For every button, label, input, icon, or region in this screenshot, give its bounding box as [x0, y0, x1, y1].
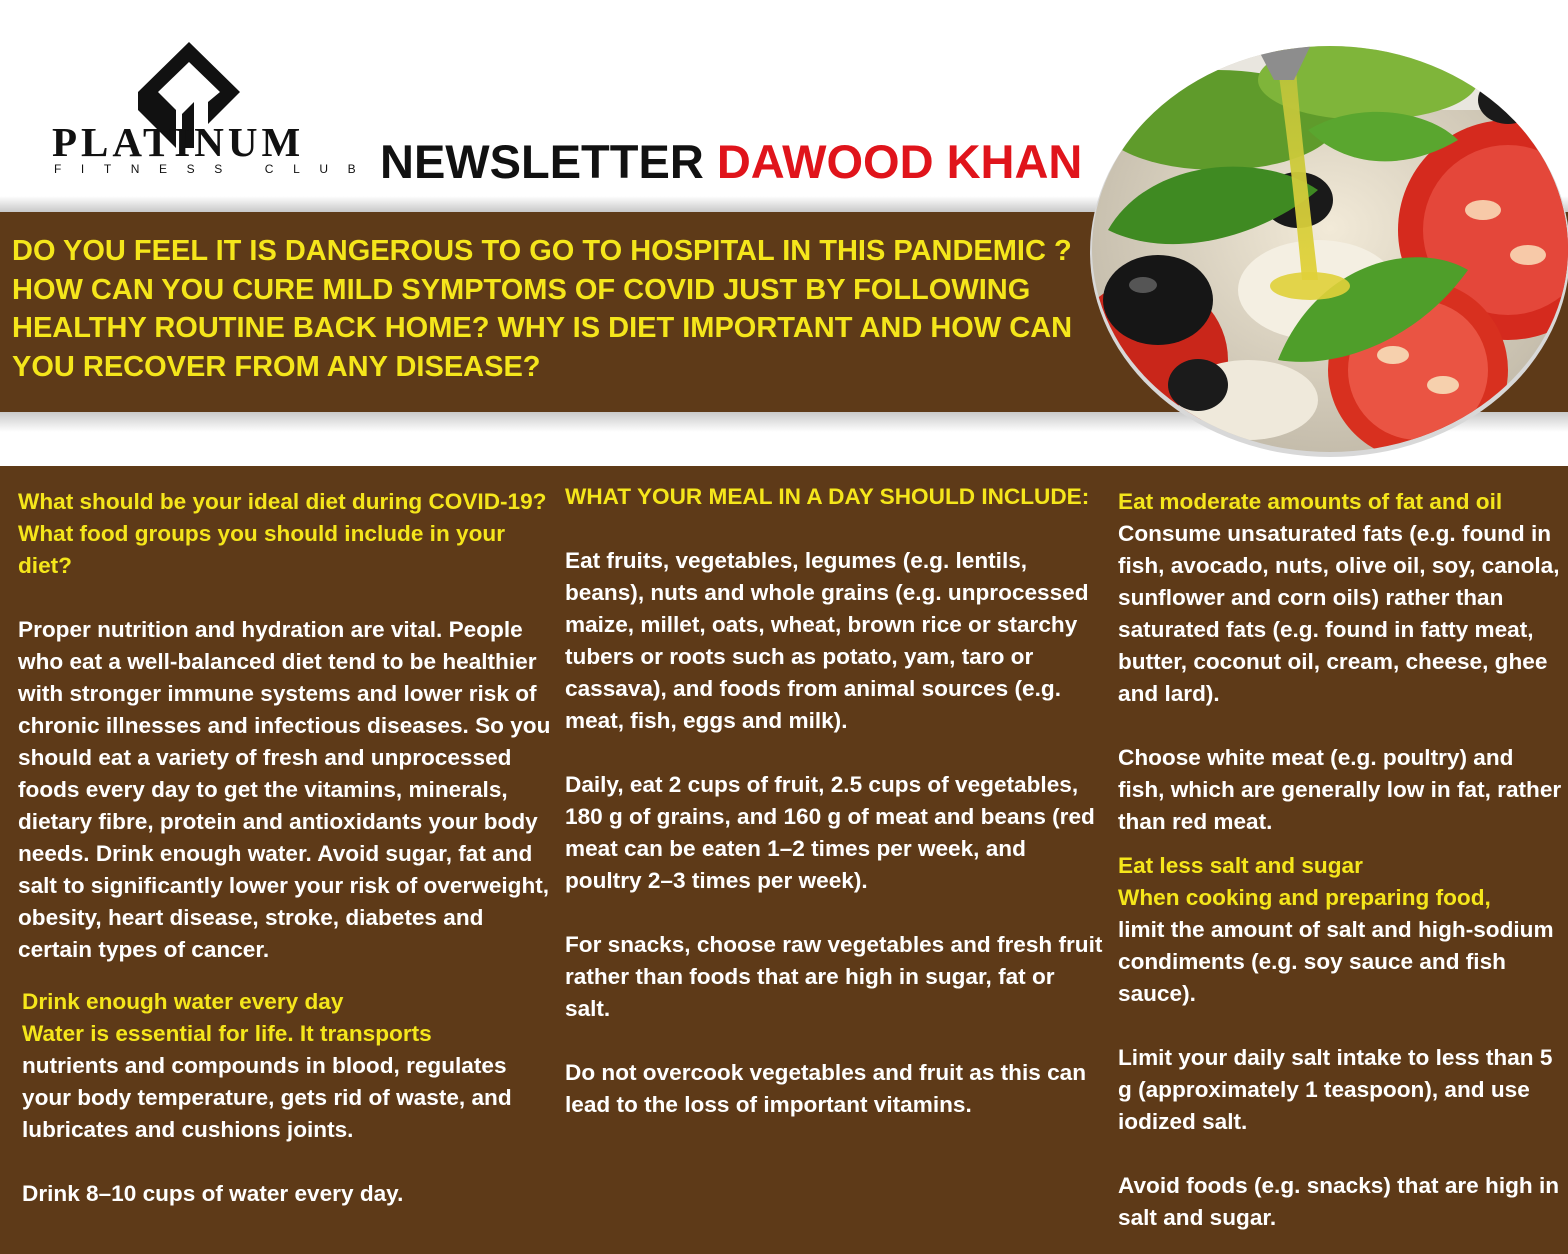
salt-paragraph: limit the amount of salt and high-sodium condiments (e.g. soy sauce and fish sauce).: [1118, 917, 1554, 1006]
salt-lead: When cooking and preparing food,: [1118, 885, 1491, 910]
meal-heading: WHAT YOUR MEAL IN A DAY SHOULD INCLUDE:: [565, 484, 1090, 509]
food-groups-paragraph: Eat fruits, vegetables, legumes (e.g. lentils, beans), nuts and whole grains (e.g. unprocessed maize, millet, oats, wheat, brown rice or starchy tubers or roots such as potato, yam, taro or cassava), and foods from animal sources (e.g. meat, fish, eggs and milk).: [565, 548, 1089, 733]
salt-heading: Eat less salt and sugar: [1118, 853, 1363, 878]
daily-amounts-paragraph: Daily, eat 2 cups of fruit, 2.5 cups of vegetables, 180 g of grains, and 160 g of meat and beans (red meat can be eaten 1–2 times per week, and poultry 2–3 times per week).: [565, 772, 1095, 893]
column-fats-salt: [1118, 486, 1563, 1234]
water-paragraph: nutrients and compounds in blood, regulates your body temperature, gets rid of waste, and lubricates and cushions joints.: [22, 1053, 512, 1142]
column-diet: [18, 486, 558, 1210]
fat-heading: Eat moderate amounts of fat and oil: [1118, 489, 1503, 514]
water-lead: Water is essential for life. It transports: [22, 1021, 432, 1046]
white-meat-paragraph: Choose white meat (e.g. poultry) and fish, which are generally low in fat, rather than red meat.: [1118, 745, 1562, 834]
salad-photo-icon: [1088, 40, 1568, 458]
logo-name: PLATINUM: [52, 119, 305, 165]
salt-limit-paragraph: Limit your daily salt intake to less than 5 g (approximately 1 teaspoon), and use iodized salt.: [1118, 1045, 1553, 1134]
logo-subtitle: FITNESS CLUB: [54, 162, 376, 176]
avoid-snacks-paragraph: Avoid foods (e.g. snacks) that are high in salt and sugar.: [1118, 1173, 1560, 1230]
column-meal: [565, 481, 1105, 1121]
water-heading: Drink enough water every day: [22, 989, 344, 1014]
title-author: DAWOOD KHAN: [716, 135, 1083, 188]
banner-question: DO YOU FEEL IT IS DANGEROUS TO GO TO HOSPITAL IN THIS PANDEMIC ? HOW CAN YOU CURE MILD SYMPTOMS OF COVID JUST BY FOLLOWING HEALTHY ROUTINE BACK HOME? WHY IS DIET IMPORTANT AND HOW CAN YOU RECOVER FROM ANY DISEASE?: [12, 235, 1073, 383]
title-newsletter: NEWSLETTER: [380, 135, 704, 188]
fat-paragraph: Consume unsaturated fats (e.g. found in fish, avocado, nuts, olive oil, soy, canola, sunflower and corn oils) rather than saturated fats (e.g. found in fatty meat, butter, coconut oil, cream, cheese, ghee and lard).: [1118, 521, 1560, 706]
diet-heading: What should be your ideal diet during COVID-19? What food groups you should include in your diet?: [18, 489, 547, 578]
nutrition-paragraph: Proper nutrition and hydration are vital. People who eat a well-balanced diet tend to be healthier with stronger immune systems and lower risk of chronic illnesses and infectious diseases. So you should eat a variety of fresh and unprocessed foods every day to get the vitamins, minerals, dietary fibre, protein and antioxidants your body needs. Drink enough water. Avoid sugar, fat and salt to significantly lower your risk of overweight, obesity, heart disease, stroke, diabetes and certain types of cancer.: [18, 617, 551, 962]
page-title: [380, 136, 1082, 188]
water-cups: Drink 8–10 cups of water every day.: [22, 1181, 404, 1206]
snacks-paragraph: For snacks, choose raw vegetables and fresh fruit rather than foods that are high in sugar, fat or salt.: [565, 932, 1103, 1021]
overcook-paragraph: Do not overcook vegetables and fruit as this can lead to the loss of important vitamins.: [565, 1060, 1087, 1117]
